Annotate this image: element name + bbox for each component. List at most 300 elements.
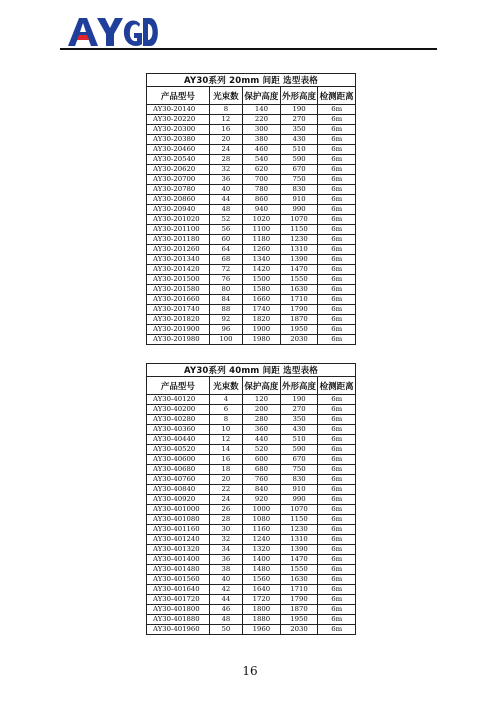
table-cell: AY30-40200 [147,405,210,415]
table-cell: AY30-201340 [147,255,210,265]
table-cell: 6m [318,625,356,635]
table-row [147,415,356,425]
table-cell: 84 [209,295,242,305]
table-cell: 14 [209,445,242,455]
table-cell: 42 [209,585,242,595]
table-cell: 6m [318,465,356,475]
table-cell: 1950 [280,615,318,625]
table-cell: 28 [209,155,242,165]
table-cell: 60 [209,235,242,245]
table-cell: 750 [280,465,318,475]
table-row [147,485,356,495]
table-cell: AY30-20940 [147,205,210,215]
table-cell: 6m [318,195,356,205]
table-cell: 1660 [243,295,281,305]
table-cell: 830 [280,185,318,195]
table-cell: 940 [243,205,281,215]
table-row [147,235,356,245]
table-cell: 20 [209,475,242,485]
table-cell: 6m [318,205,356,215]
spec-table-20mm [146,73,356,345]
table-cell: 10 [209,425,242,435]
table-cell: AY30-201500 [147,275,210,285]
table-cell: 1800 [243,605,281,615]
table-cell: 1980 [243,335,281,345]
table-cell: 6m [318,605,356,615]
table-row [147,555,356,565]
table-cell: AY30-201260 [147,245,210,255]
table-row [147,595,356,605]
column-header: 保护高度 [243,377,281,395]
table-cell: 200 [243,405,281,415]
table-row [147,515,356,525]
table-cell: 540 [243,155,281,165]
table-cell: 1160 [243,525,281,535]
table-cell: 88 [209,305,242,315]
table-cell: 26 [209,505,242,515]
table-cell: AY30-201180 [147,235,210,245]
table-cell: 860 [243,195,281,205]
table-cell: AY30-40360 [147,425,210,435]
table-cell: 6m [318,485,356,495]
table-cell: 6m [318,495,356,505]
aygd-logo-icon [68,16,160,48]
table-cell: AY30-201740 [147,305,210,315]
table-cell: 6m [318,615,356,625]
table-cell: 24 [209,495,242,505]
table-cell: 1340 [243,255,281,265]
table-row [147,135,356,145]
table-cell: 190 [280,105,318,115]
column-header: 外形高度 [280,377,318,395]
table-cell: 350 [280,415,318,425]
table-cell: AY30-20460 [147,145,210,155]
table-cell: 6m [318,145,356,155]
table-row [147,545,356,555]
table-cell: AY30-401080 [147,515,210,525]
column-header: 检测距离 [318,87,356,105]
table-cell: 80 [209,285,242,295]
table-row [147,215,356,225]
table-cell: 1790 [280,305,318,315]
table-cell: AY30-20220 [147,115,210,125]
table-cell: 270 [280,115,318,125]
table-cell: 6m [318,235,356,245]
table-cell: 20 [209,135,242,145]
table-cell: 780 [243,185,281,195]
table-cell: 48 [209,615,242,625]
table-cell: AY30-201660 [147,295,210,305]
table-row [147,575,356,585]
table-cell: 1390 [280,255,318,265]
table-cell: 1020 [243,215,281,225]
table-cell: 510 [280,435,318,445]
table-cell: 1420 [243,265,281,275]
table-cell: 6m [318,515,356,525]
table-cell: 430 [280,135,318,145]
table-cell: 12 [209,435,242,445]
table-cell: 4 [209,395,242,405]
table-cell: 520 [243,445,281,455]
table-cell: 670 [280,455,318,465]
table-cell: 590 [280,445,318,455]
table-cell: AY30-20300 [147,125,210,135]
table-cell: 1470 [280,555,318,565]
table-cell: 6m [318,335,356,345]
table-cell: 6m [318,305,356,315]
table-row [147,625,356,635]
table-cell: 280 [243,415,281,425]
table-cell: 300 [243,125,281,135]
table-cell: 46 [209,605,242,615]
table-cell: AY30-20780 [147,185,210,195]
table-cell: 6m [318,155,356,165]
table-row [147,195,356,205]
table-cell: AY30-201020 [147,215,210,225]
table-cell: 1820 [243,315,281,325]
table-row [147,605,356,615]
table-cell: 1950 [280,325,318,335]
table-cell: AY30-40280 [147,415,210,425]
table-cell: 680 [243,465,281,475]
table-cell: 1560 [243,575,281,585]
table-cell: AY30-401720 [147,595,210,605]
table-row [147,275,356,285]
table-cell: 1790 [280,595,318,605]
table-row [147,525,356,535]
table-cell: 1320 [243,545,281,555]
table-cell: 1630 [280,575,318,585]
table-cell: 6m [318,275,356,285]
table-cell: 6m [318,135,356,145]
table-cell: 6m [318,405,356,415]
table-cell: AY30-401640 [147,585,210,595]
table-cell: 6m [318,595,356,605]
table-cell: 6m [318,295,356,305]
table-cell: AY30-201580 [147,285,210,295]
table-cell: AY30-401480 [147,565,210,575]
table-row [147,455,356,465]
table-cell: 56 [209,225,242,235]
table-row [147,285,356,295]
table-cell: AY30-20540 [147,155,210,165]
table-cell: AY30-40520 [147,445,210,455]
table-cell: 6m [318,475,356,485]
table-cell: 1100 [243,225,281,235]
table-cell: 6m [318,565,356,575]
table-row [147,115,356,125]
table-cell: AY30-201100 [147,225,210,235]
table-cell: AY30-201980 [147,335,210,345]
table-cell: 590 [280,155,318,165]
table-cell: 360 [243,425,281,435]
table-header-row [147,87,356,105]
table-cell: 48 [209,205,242,215]
table-cell: 6m [318,175,356,185]
table-cell: 6m [318,185,356,195]
table-cell: 1580 [243,285,281,295]
table-cell: 1880 [243,615,281,625]
table-cell: 40 [209,575,242,585]
column-header: 光束数 [209,87,242,105]
column-header: 检测距离 [318,377,356,395]
table-cell: AY30-401880 [147,615,210,625]
table-cell: 6m [318,315,356,325]
table-cell: 16 [209,455,242,465]
table-cell: 32 [209,535,242,545]
table-cell: AY30-40440 [147,435,210,445]
table-cell: 50 [209,625,242,635]
table-row [147,505,356,515]
table-cell: 6m [318,555,356,565]
table-row [147,125,356,135]
table-cell: 18 [209,465,242,475]
table-cell: 16 [209,125,242,135]
table-row [147,205,356,215]
table-cell: 440 [243,435,281,445]
table-row [147,335,356,345]
table-title: AY30系列 20mm 间距 选型表格 [147,74,356,87]
table-cell: 36 [209,555,242,565]
table-cell: 670 [280,165,318,175]
table-cell: 72 [209,265,242,275]
table-cell: AY30-20700 [147,175,210,185]
table-cell: 36 [209,175,242,185]
table-cell: 600 [243,455,281,465]
table-cell: 120 [243,395,281,405]
table-cell: 6m [318,525,356,535]
table-cell: 510 [280,145,318,155]
table-cell: 1740 [243,305,281,315]
table-cell: AY30-20860 [147,195,210,205]
table-row [147,425,356,435]
table-cell: 6m [318,285,356,295]
table-cell: 52 [209,215,242,225]
table-row [147,145,356,155]
table-row [147,395,356,405]
table-cell: 6m [318,245,356,255]
table-cell: AY30-401240 [147,535,210,545]
table-row [147,245,356,255]
table-cell: 64 [209,245,242,255]
table-cell: 6m [318,125,356,135]
table-cell: 96 [209,325,242,335]
page-number: 16 [242,664,258,678]
table-cell: 1070 [280,505,318,515]
table-row [147,465,356,475]
table-cell: 1710 [280,295,318,305]
table-cell: 1470 [280,265,318,275]
table-cell: AY30-401960 [147,625,210,635]
table-row [147,225,356,235]
table-cell: 2030 [280,625,318,635]
table-cell: 6m [318,265,356,275]
table-cell: 1230 [280,525,318,535]
table-row [147,435,356,445]
table-cell: 700 [243,175,281,185]
table-cell: 44 [209,595,242,605]
table-cell: 430 [280,425,318,435]
table-cell: AY30-401320 [147,545,210,555]
table-row [147,175,356,185]
header-rule [60,48,437,50]
table-row [147,255,356,265]
table-cell: 1400 [243,555,281,565]
table-cell: 830 [280,475,318,485]
table-cell: 92 [209,315,242,325]
table-row [147,305,356,315]
table-row [147,165,356,175]
table-cell: AY30-201420 [147,265,210,275]
table-cell: 190 [280,395,318,405]
table-cell: 220 [243,115,281,125]
table-row [147,565,356,575]
table-cell: 380 [243,135,281,145]
table-cell: 6 [209,405,242,415]
table-cell: 6m [318,255,356,265]
table-title: AY30系列 40mm 间距 选型表格 [147,364,356,377]
table-cell: AY30-40680 [147,465,210,475]
column-header: 外形高度 [280,87,318,105]
table-cell: 1080 [243,515,281,525]
table-cell: 40 [209,185,242,195]
column-header: 保护高度 [243,87,281,105]
table-cell: 12 [209,115,242,125]
table-cell: 6m [318,115,356,125]
table-cell: 1070 [280,215,318,225]
table-cell: AY30-40600 [147,455,210,465]
table-cell: 1640 [243,585,281,595]
table-cell: 6m [318,425,356,435]
table-cell: 6m [318,575,356,585]
table-row [147,495,356,505]
table-cell: 1180 [243,235,281,245]
table-cell: 350 [280,125,318,135]
table-cell: 2030 [280,335,318,345]
table-cell: 760 [243,475,281,485]
table-cell: 30 [209,525,242,535]
table-row [147,155,356,165]
column-header: 产品型号 [147,87,210,105]
table-cell: 1900 [243,325,281,335]
table-cell: 910 [280,195,318,205]
table-cell: 1630 [280,285,318,295]
table-row [147,265,356,275]
table-cell: AY30-201820 [147,315,210,325]
table-row [147,405,356,415]
table-cell: 6m [318,585,356,595]
table-cell: 1310 [280,245,318,255]
spec-table-40mm [146,363,356,635]
table-cell: 750 [280,175,318,185]
table-cell: 6m [318,505,356,515]
table-cell: AY30-401400 [147,555,210,565]
column-header: 产品型号 [147,377,210,395]
table-cell: AY30-401560 [147,575,210,585]
table-row [147,185,356,195]
table-cell: 1150 [280,515,318,525]
table-cell: 22 [209,485,242,495]
company-logo [68,14,160,50]
table-cell: 68 [209,255,242,265]
table-cell: AY30-201900 [147,325,210,335]
table-cell: 1260 [243,245,281,255]
table-cell: 6m [318,105,356,115]
table-cell: 32 [209,165,242,175]
table-cell: 1720 [243,595,281,605]
table-row [147,105,356,115]
table-cell: 1480 [243,565,281,575]
table-cell: AY30-20380 [147,135,210,145]
table-cell: 6m [318,325,356,335]
table-cell: 38 [209,565,242,575]
table-cell: 34 [209,545,242,555]
table-cell: AY30-401160 [147,525,210,535]
table-cell: 76 [209,275,242,285]
table-cell: 1870 [280,315,318,325]
table-cell: AY30-40920 [147,495,210,505]
table-cell: 1000 [243,505,281,515]
table-cell: AY30-40840 [147,485,210,495]
table-cell: 6m [318,165,356,175]
table-cell: 920 [243,495,281,505]
table-cell: AY30-401000 [147,505,210,515]
table-cell: 1960 [243,625,281,635]
table-row [147,615,356,625]
table-cell: 1240 [243,535,281,545]
column-header: 光束数 [209,377,242,395]
table-cell: 6m [318,545,356,555]
table-cell: 1710 [280,585,318,595]
table-cell: 6m [318,435,356,445]
table-row [147,315,356,325]
table-row [147,295,356,305]
table-cell: 1550 [280,275,318,285]
table-cell: 990 [280,495,318,505]
table-cell: 840 [243,485,281,495]
table-cell: 270 [280,405,318,415]
table-cell: 6m [318,445,356,455]
table-cell: 24 [209,145,242,155]
table-cell: 6m [318,415,356,425]
table-cell: 8 [209,105,242,115]
table-cell: 460 [243,145,281,155]
table-cell: 1150 [280,225,318,235]
table-cell: 1390 [280,545,318,555]
table-row [147,325,356,335]
table-cell: 1870 [280,605,318,615]
table-cell: 6m [318,455,356,465]
table-cell: 910 [280,485,318,495]
table-row [147,475,356,485]
table-cell: 1550 [280,565,318,575]
table-cell: AY30-40760 [147,475,210,485]
table-cell: 6m [318,225,356,235]
table-cell: AY30-401800 [147,605,210,615]
table-cell: 100 [209,335,242,345]
table-row [147,535,356,545]
table-row [147,585,356,595]
table-row [147,445,356,455]
table-cell: 8 [209,415,242,425]
table-cell: 44 [209,195,242,205]
table-cell: AY30-20620 [147,165,210,175]
table-cell: 1310 [280,535,318,545]
table-cell: 6m [318,215,356,225]
table-cell: 6m [318,535,356,545]
table-header-row [147,377,356,395]
table-cell: 1500 [243,275,281,285]
